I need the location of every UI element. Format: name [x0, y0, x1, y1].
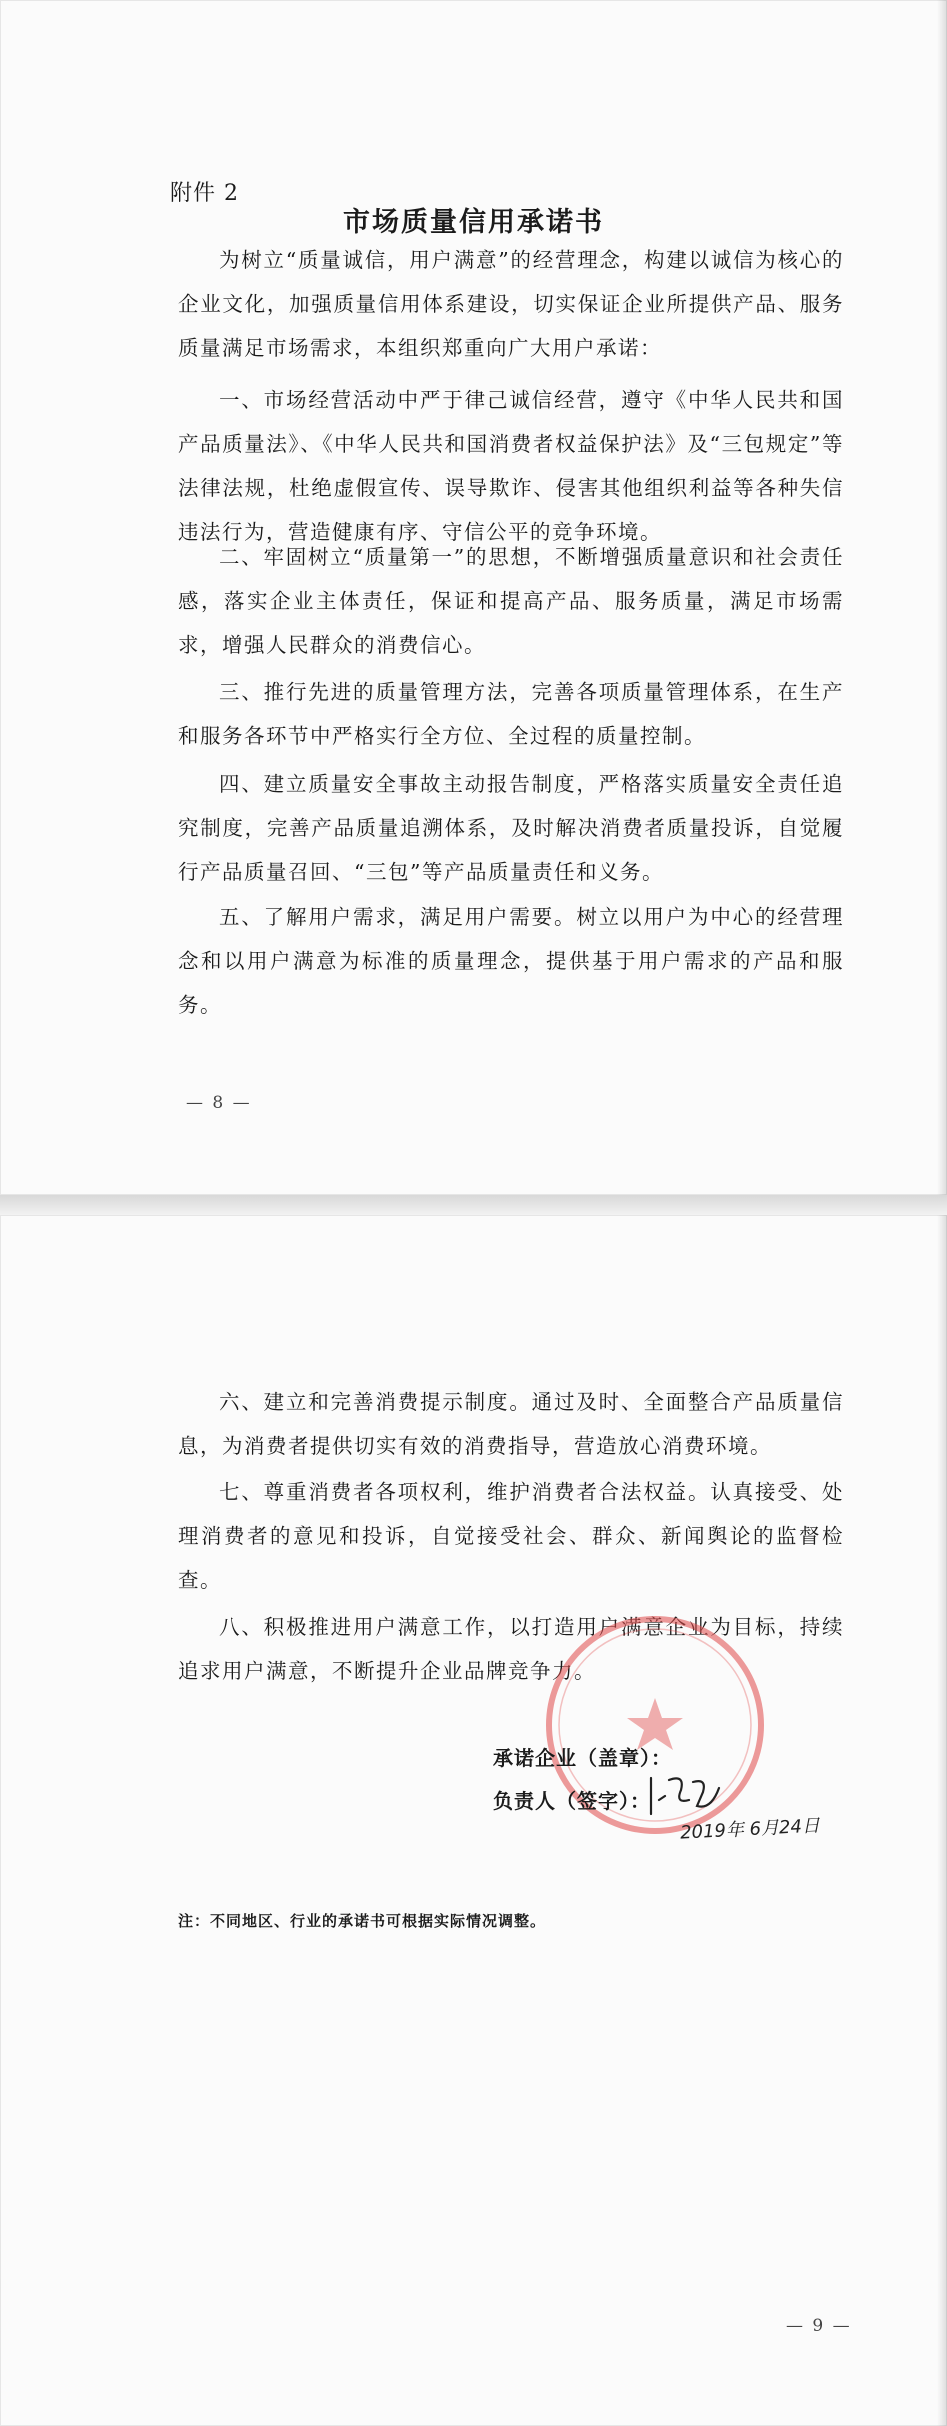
- page-number: — 9 —: [786, 2316, 852, 2336]
- commitment-item-4: 四、建立质量安全事故主动报告制度，严格落实质量安全责任追究制度，完善产品质量追溯体系，及时解决消费者质量投诉，自觉履行产品质量召回、“三包”等产品质量责任和义务。: [178, 772, 844, 884]
- page-edge-shadow: [937, 1215, 947, 2426]
- commitment-item-2: 二、牢固树立“质量第一”的思想，不断增强质量意识和社会责任感，落实企业主体责任，保证和提高产品、服务质量，满足市场需求，增强人民群众的消费信心。: [178, 545, 844, 657]
- commitment-item-1: 一、市场经营活动中严于律己诚信经营，遵守《中华人民共和国产品质量法》、《中华人民共和国消费者权益保护法》及“三包规定”等法律法规，杜绝虚假宣传、误导欺诈、侵害其他组织利益等各种失信违法行为，营造健康有序、守信公平的竞争环境。: [178, 388, 844, 544]
- commitment-item-6: 六、建立和完善消费提示制度。通过及时、全面整合产品质量信息，为消费者提供切实有效的消费指导，营造放心消费环境。: [178, 1390, 844, 1458]
- footnote: 注：不同地区、行业的承诺书可根据实际情况调整。: [178, 1912, 547, 1930]
- attachment-label: 附件 2: [170, 181, 239, 206]
- document-page-8: [0, 0, 947, 1195]
- document-title: 市场质量信用承诺书: [343, 207, 604, 238]
- signing-date: 2019年 6月24日: [679, 1815, 821, 1844]
- company-seal-label: 承诺企业（盖章）：: [493, 1746, 672, 1770]
- commitment-item-7: 七、尊重消费者各项权利，维护消费者合法权益。认真接受、处理消费者的意见和投诉，自觉接受社会、群众、新闻舆论的监督检查。: [178, 1480, 844, 1592]
- handwritten-signature: [645, 1770, 725, 1820]
- commitment-item-3: 三、推行先进的质量管理方法，完善各项质量管理体系，在生产和服务各环节中严格实行全方位、全过程的质量控制。: [178, 680, 844, 748]
- intro-paragraph: 为树立“质量诚信，用户满意”的经营理念，构建以诚信为核心的企业文化，加强质量信用体系建设，切实保证企业所提供产品、服务质量满足市场需求，本组织郑重向广大用户承诺：: [178, 248, 844, 360]
- page-edge-shadow: [937, 0, 947, 1195]
- responsible-person-label: 负责人（签字）：: [493, 1789, 651, 1813]
- page-number: — 8 —: [186, 1093, 252, 1113]
- page-separator: [0, 1195, 947, 1215]
- commitment-item-8: 八、积极推进用户满意工作，以打造用户满意企业为目标，持续追求用户满意，不断提升企业品牌竞争力。: [178, 1615, 844, 1683]
- commitment-item-5: 五、了解用户需求，满足用户需要。树立以用户为中心的经营理念和以用户满意为标准的质量理念，提供基于用户需求的产品和服务。: [178, 905, 844, 1017]
